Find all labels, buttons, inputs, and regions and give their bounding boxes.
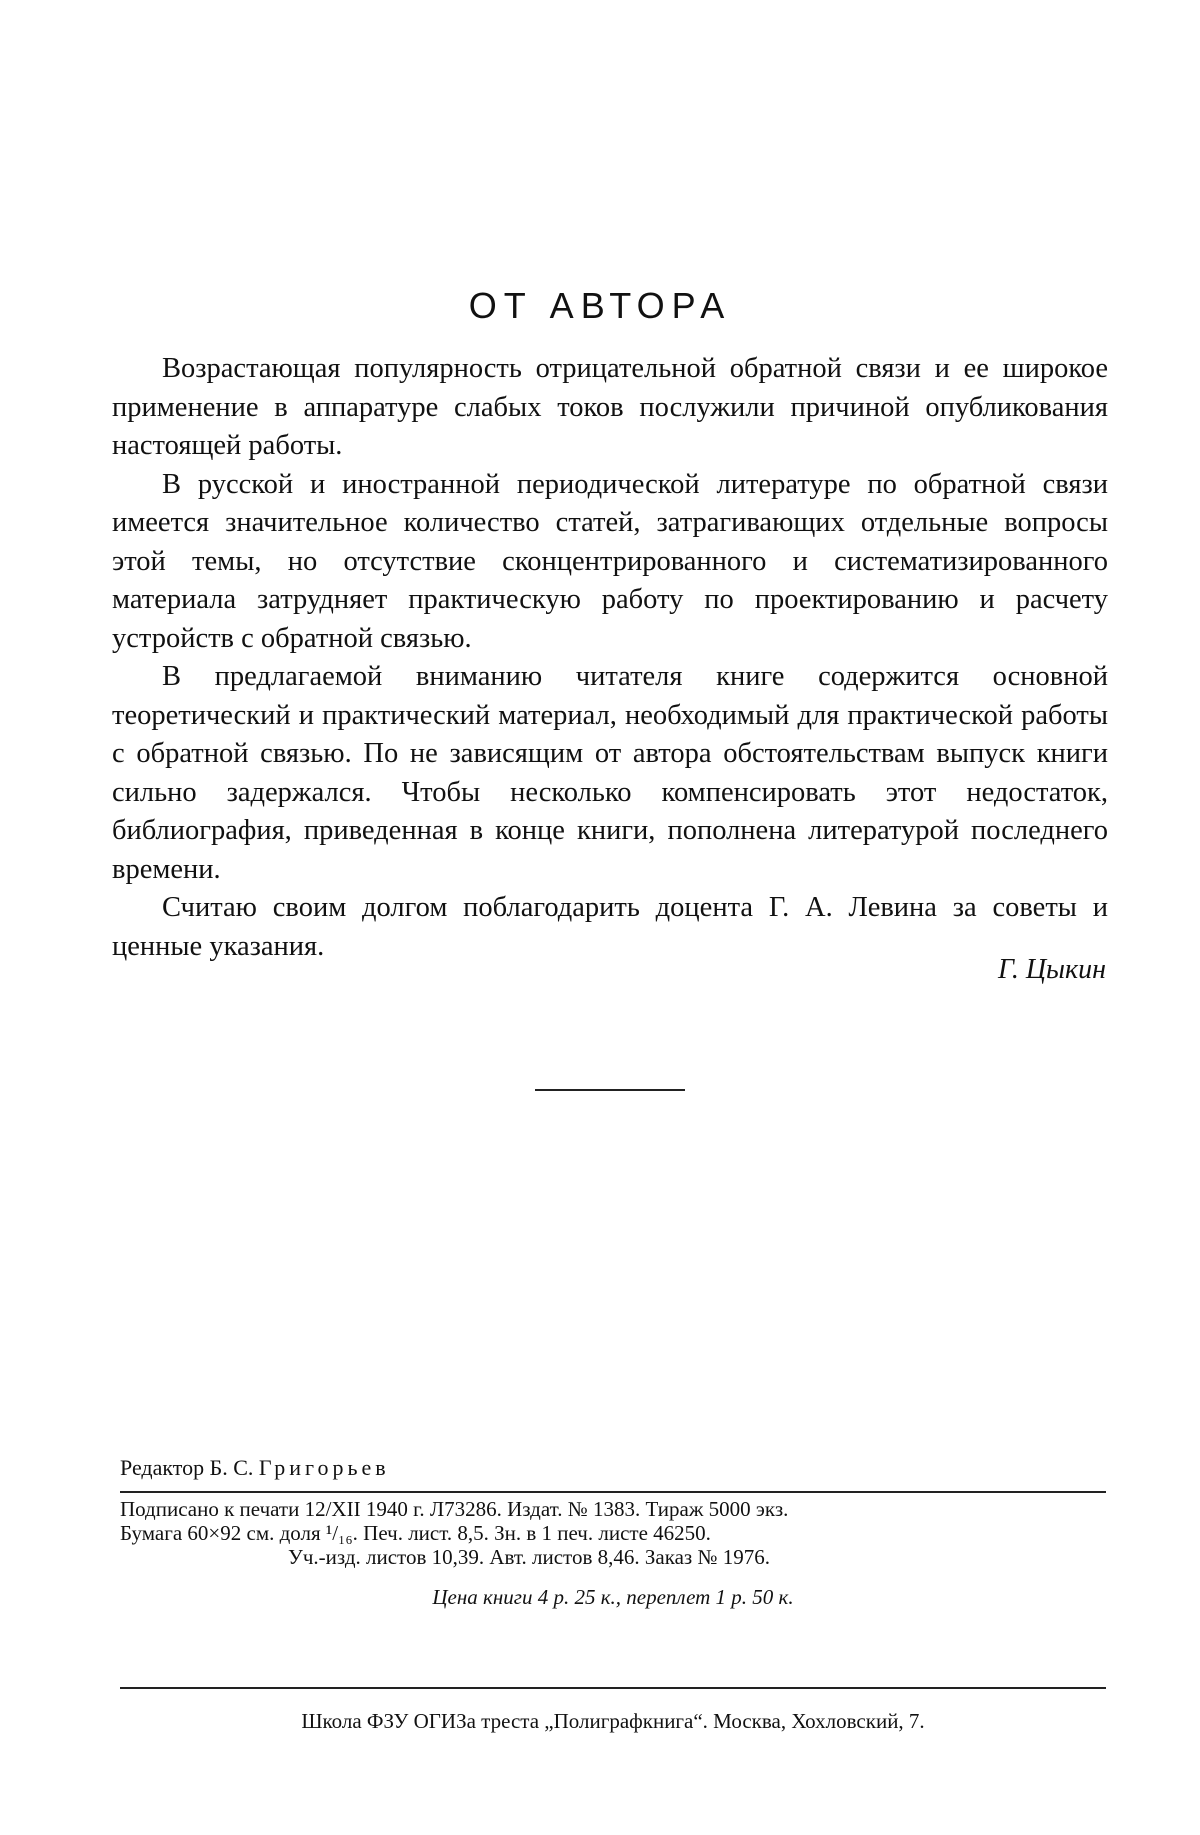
paragraph-3: В предлагаемой вниманию читателя книге содержится основной теоретический и практический материал, необходимый для практической работы с обратной связью. По не зависящим от автора обстоятельствам выпуск книги сильно задержался. Чтобы несколько компенсировать этот недостаток, библиография, приведенная в конце книги, пополнена литературой последнего времени. bbox=[112, 661, 1108, 885]
section-divider bbox=[535, 1089, 685, 1091]
imprint-rule-bottom bbox=[120, 1687, 1106, 1689]
paragraph-4: Считаю своим долгом поблагодарить доцента Г. А. Левина за советы и ценные указания. bbox=[112, 892, 1108, 962]
editor-label: Редактор bbox=[120, 1455, 205, 1480]
printer-line: Школа ФЗУ ОГИЗа треста „Полиграфкнига“. Москва, Хохловский, 7. bbox=[301, 1709, 925, 1733]
editor-surname: Григорьев bbox=[258, 1455, 390, 1480]
editor-credit bbox=[120, 1455, 390, 1480]
price-line: Цена книги 4 р. 25 к., переплет 1 р. 50 к. bbox=[432, 1585, 794, 1609]
editor-initials: Б. С. bbox=[209, 1455, 254, 1480]
paragraph-2: В русской и иностранной периодической литературе по обратной связи имеется значительное количество статей, затрагивающих отдельные вопросы этой темы, но отсутствие сконцентрированного и систематизированного материала затрудняет практическую работу по проектированию и расчету устройств с обратной связью. bbox=[112, 468, 1108, 654]
paragraph-1: Возрастающая популярность отрицательной обратной связи и ее широкое применение в аппаратуре слабых токов послужили причиной опубликования настоящей работы. bbox=[112, 353, 1108, 461]
imprint-line-3: Уч.-изд. листов 10,39. Авт. листов 8,46. Заказ № 1976. bbox=[288, 1545, 771, 1569]
author-signature: Г. Цыкин bbox=[998, 954, 1106, 985]
imprint-line-1: Подписано к печати 12/XII 1940 г. Л73286. Издат. № 1383. Тираж 5000 экз. bbox=[120, 1497, 789, 1521]
page-title: ОТ АВТОРА bbox=[468, 285, 732, 326]
imprint-line-2: Бумага 60×92 см. доля ¹/₁₆. Печ. лист. 8,5. Зн. в 1 печ. листе 46250. bbox=[120, 1521, 711, 1545]
preface-text bbox=[112, 350, 1108, 966]
imprint-rule-top bbox=[120, 1491, 1106, 1493]
